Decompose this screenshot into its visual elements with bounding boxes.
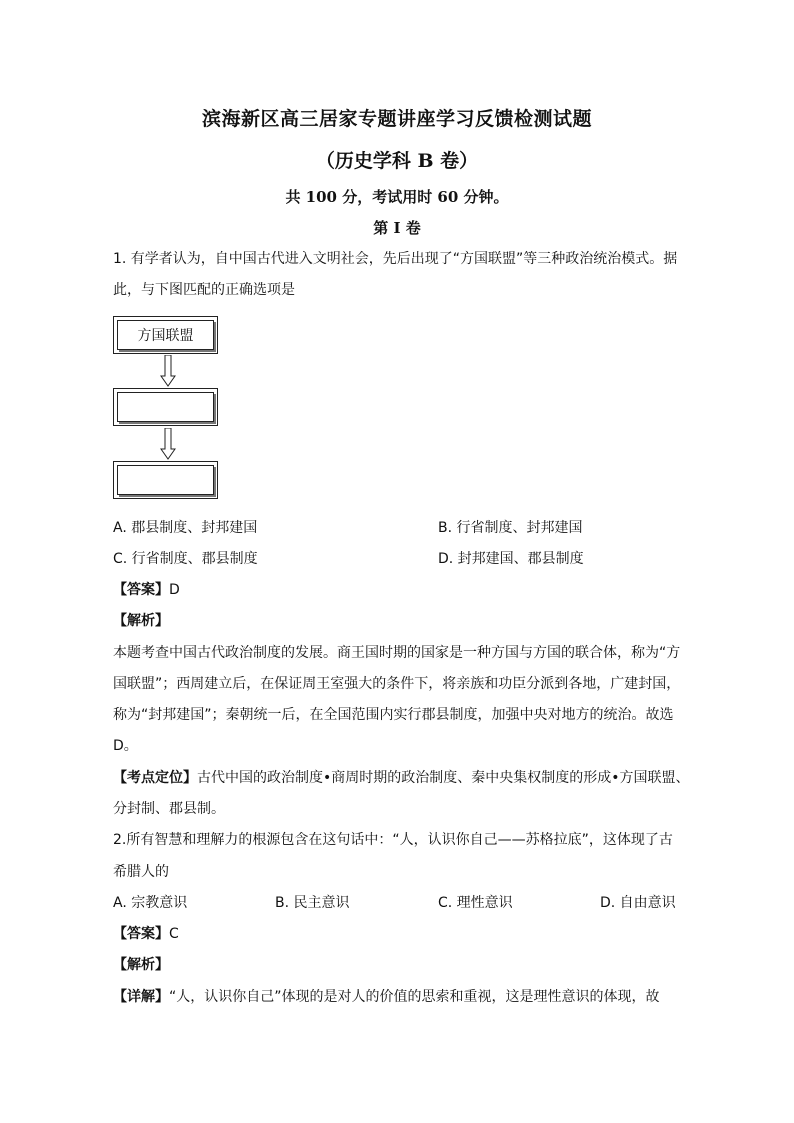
q1-kaodian-label: 【考点定位】 — [113, 770, 197, 786]
q1-analysis-label: 【解析】 — [113, 613, 169, 629]
flow-box-1 — [113, 316, 218, 354]
q1-analysis-line2: 国联盟”；西周建立后，在保证周王室强大的条件下，将亲族和功臣分派到各地，广建封国， — [113, 676, 681, 692]
section-heading: 第 I 卷 — [373, 219, 421, 237]
q1-analysis-line1: 本题考查中国古代政治制度的发展。商王国时期的国家是一种方国与方国的联合体，称为“方 — [113, 645, 681, 661]
q1-stem-line2: 此，与下图匹配的正确选项是 — [113, 282, 295, 298]
flow-box-3-frame — [117, 465, 214, 495]
flow-box-2-frame — [117, 392, 214, 422]
q1-option-a[interactable]: A. 郡县制度、封邦建国 — [113, 520, 258, 536]
q2-answer-value: C — [169, 926, 179, 942]
q1-kaodian-line1 — [113, 768, 690, 788]
exam-subtitle: （历史学科 B 卷） — [315, 150, 479, 172]
q2-option-d[interactable]: D. 自由意识 — [600, 895, 676, 911]
down-arrow-icon — [160, 355, 176, 387]
flow-box-2 — [113, 388, 218, 426]
q2-detail-line1 — [113, 987, 683, 1007]
q1-answer-label: 【答案】 — [113, 582, 169, 598]
q2-answer — [113, 924, 683, 944]
q2-detail-label: 【详解】 — [113, 989, 169, 1005]
q2-stem-line1: 2.所有智慧和理解力的根源包含在这句话中：“人，认识你自己——苏格拉底”，这体现了古 — [113, 832, 673, 848]
q1-answer — [113, 580, 683, 600]
q1-analysis-line3: 称为“封邦建国”；秦朝统一后，在全国范围内实行郡县制度，加强中央对地方的统治。故选 — [113, 707, 674, 723]
q1-analysis-line4: D。 — [113, 738, 138, 754]
q2-option-a[interactable]: A. 宗教意识 — [113, 895, 188, 911]
q2-option-c[interactable]: C. 理性意识 — [438, 895, 513, 911]
q2-analysis-label: 【解析】 — [113, 957, 169, 973]
q1-option-d[interactable]: D. 封邦建国、郡县制度 — [438, 551, 584, 567]
q1-stem-line1: 1. 有学者认为，自中国古代进入文明社会，先后出现了“方国联盟”等三种政治统治模式。据 — [113, 251, 678, 267]
q1-answer-value: D — [169, 582, 180, 598]
q1-option-c[interactable]: C. 行省制度、郡县制度 — [113, 551, 258, 567]
q2-option-b[interactable]: B. 民主意识 — [275, 895, 350, 911]
exam-info: 共 100 分，考试用时 60 分钟。 — [285, 188, 509, 206]
flow-box-3 — [113, 461, 218, 499]
q1-kaodian-line2: 分封制、郡县制。 — [113, 801, 225, 817]
q1-option-b[interactable]: B. 行省制度、封邦建国 — [438, 520, 583, 536]
q1-kaodian-text: 古代中国的政治制度•商周时期的政治制度、秦中央集权制度的形成•方国联盟、 — [197, 770, 690, 786]
q2-detail-text: “人，认识你自己”体现的是对人的价值的思索和重视，这是理性意识的体现，故 — [169, 989, 660, 1005]
q2-answer-label: 【答案】 — [113, 926, 169, 942]
exam-title: 滨海新区高三居家专题讲座学习反馈检测试题 — [201, 108, 592, 130]
q2-stem-line2: 希腊人的 — [113, 864, 169, 880]
down-arrow-icon — [160, 428, 176, 460]
flow-box-1-label: 方国联盟 — [137, 328, 194, 344]
